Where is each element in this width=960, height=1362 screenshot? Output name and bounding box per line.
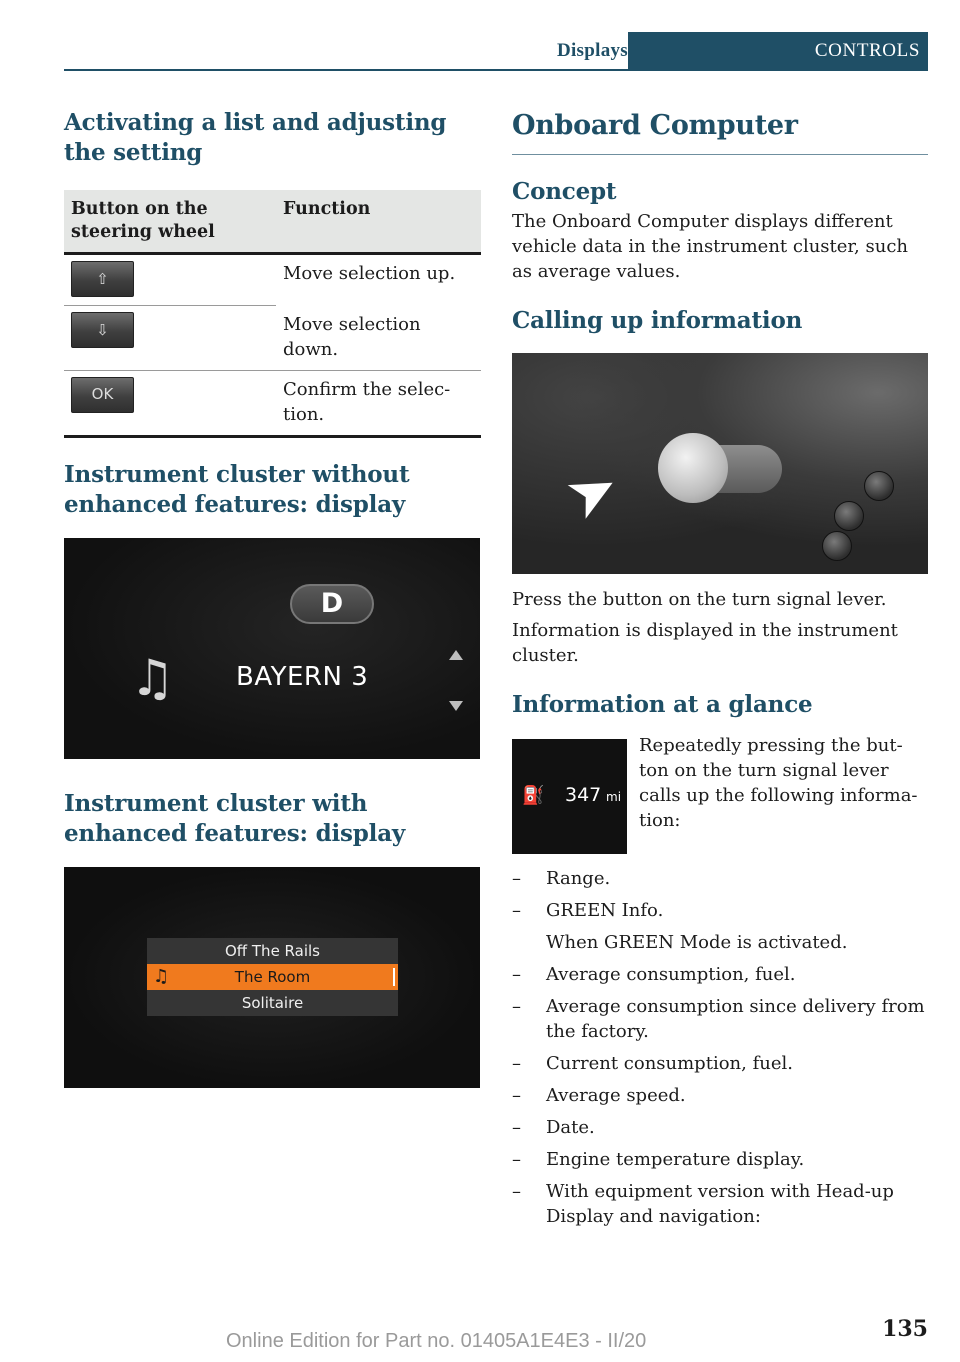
wheel-knob bbox=[834, 501, 864, 531]
cluster-display-basic bbox=[64, 538, 480, 759]
ok-icon: OK bbox=[71, 377, 134, 413]
page-number: 135 bbox=[882, 1316, 928, 1342]
edition-note: Online Edition for Part no. 01405A1E4E3 - II/20 bbox=[226, 1330, 647, 1352]
list-item: – Engine temperature display. bbox=[512, 1149, 805, 1170]
table-header-button: Button on the steering wheel bbox=[64, 190, 276, 254]
heading-cluster-without: Instrument cluster without enhanced features: display bbox=[64, 460, 410, 518]
music-note-icon: ♫ bbox=[130, 648, 175, 707]
arrow-right-icon: ➤ bbox=[553, 455, 621, 535]
list-item: – Average consumption, fuel. bbox=[512, 964, 796, 985]
info-list bbox=[512, 866, 928, 1229]
list-item-selected bbox=[147, 964, 398, 990]
table-row bbox=[64, 254, 481, 306]
table-row bbox=[64, 370, 481, 436]
turn-signal-lever-photo bbox=[512, 353, 928, 574]
list-item: Off The Rails bbox=[147, 938, 398, 964]
station-name: BAYERN 3 bbox=[236, 661, 369, 692]
table-cell-function: Confirm the selec-tion. bbox=[276, 370, 481, 436]
heading-glance: Information at a glance bbox=[512, 691, 813, 718]
arrow-up-icon: ⇧ bbox=[71, 261, 134, 297]
calling-text-2: Information is displayed in the instrument cluster. bbox=[512, 620, 898, 666]
track-list bbox=[147, 938, 398, 1016]
table-cell-function: Move selection up. bbox=[283, 263, 456, 284]
range-unit: mi bbox=[606, 790, 622, 804]
wheel-knob bbox=[822, 531, 852, 561]
steering-wheel-button-table bbox=[64, 190, 481, 438]
heading-concept: Concept bbox=[512, 178, 617, 205]
wheel-knob bbox=[864, 471, 894, 501]
section-label: Displays bbox=[556, 40, 628, 61]
glance-text: Repeatedly pressing the but-ton on the turn signal lever calls up the following informa-tion: bbox=[639, 735, 918, 831]
fuel-pump-icon: ⛽ bbox=[522, 785, 545, 806]
page-header bbox=[64, 32, 928, 71]
heading-calling-up: Calling up information bbox=[512, 307, 803, 334]
triangle-down-icon bbox=[449, 701, 463, 711]
calling-text-1: Press the button on the turn signal lever. bbox=[512, 589, 887, 610]
list-item: – Current consumption, fuel. bbox=[512, 1053, 793, 1074]
triangle-up-icon bbox=[449, 650, 463, 660]
right-column bbox=[512, 108, 928, 1236]
list-item-label: The Room bbox=[234, 967, 311, 986]
list-item: – With equipment version with Head-up Display and navigation: bbox=[512, 1181, 894, 1227]
table-row bbox=[64, 306, 481, 371]
concept-text: The Onboard Computer displays different vehicle data in the instrument cluster, such as average values. bbox=[512, 211, 909, 282]
arrow-down-icon: ⇩ bbox=[71, 312, 134, 348]
list-item: – Average consumption since delivery from the factory. bbox=[512, 996, 925, 1042]
range-display-thumbnail bbox=[512, 739, 627, 854]
cluster-display-enhanced bbox=[64, 867, 480, 1088]
range-value: 347 bbox=[565, 784, 602, 806]
glance-block bbox=[512, 724, 928, 852]
left-column bbox=[64, 108, 481, 1088]
list-item: – Average speed. bbox=[512, 1085, 686, 1106]
page-title: Onboard Computer bbox=[512, 108, 928, 155]
music-note-icon: ♫ bbox=[153, 965, 170, 987]
scroll-indicator bbox=[393, 968, 395, 986]
table-header-function: Function bbox=[276, 190, 481, 254]
list-item: – Date. bbox=[512, 1117, 595, 1138]
chapter-label: CONTROLS bbox=[628, 32, 928, 69]
list-item: – GREEN Info. When GREEN Mode is activated. bbox=[512, 900, 848, 953]
gear-indicator: D bbox=[290, 584, 374, 624]
table-cell-function: Move selection down. bbox=[276, 306, 481, 371]
heading-cluster-with: Instrument cluster with enhanced features: display bbox=[64, 789, 406, 847]
list-item: – Range. bbox=[512, 868, 611, 889]
heading-activating-list: Activating a list and adjusting the setting bbox=[64, 109, 447, 166]
page-footer bbox=[0, 1316, 960, 1356]
list-item: Solitaire bbox=[147, 990, 398, 1016]
lever-button bbox=[658, 433, 728, 503]
header-rule bbox=[64, 69, 928, 71]
